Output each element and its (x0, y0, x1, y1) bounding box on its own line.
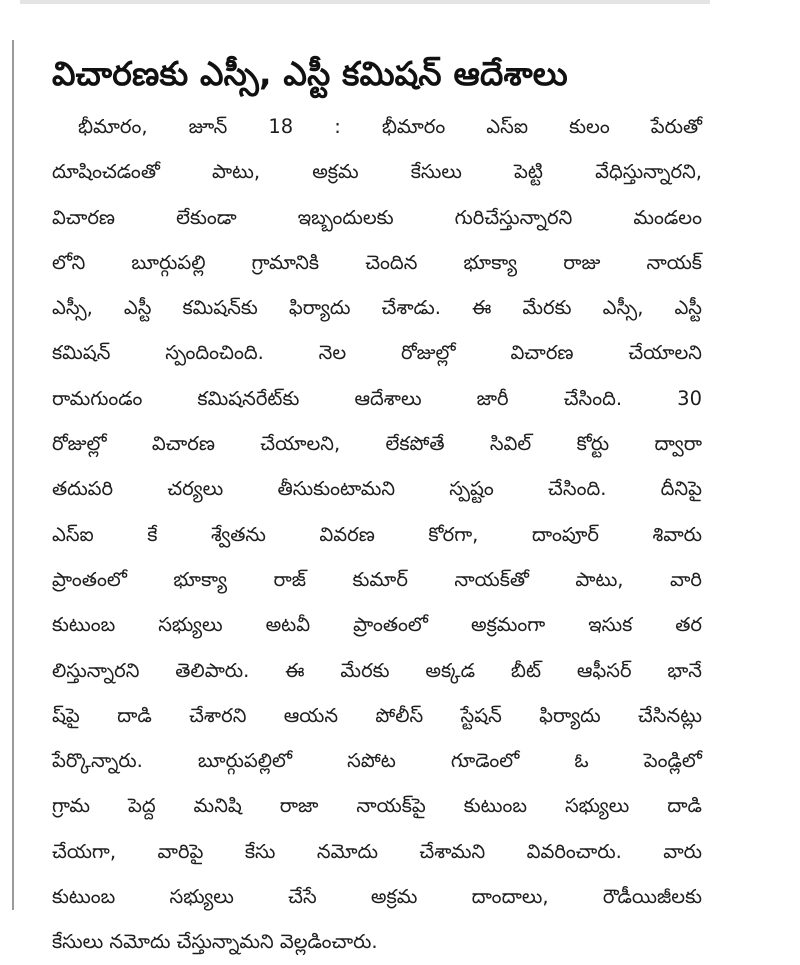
article-line: కుటుంబ సభ్యులు చేసే అక్రమ దాందాలు, రౌడీయిజీలకు (52, 885, 702, 909)
article-line: విచారణ లేకుండా ఇబ్బందులకు గురిచేస్తున్నారని మండలం (52, 205, 702, 229)
article-line: ష్‌పై దాడి చేశారని ఆయన పోలీస్ స్టేషన్ ఫిర్యాదు చేసినట్లు (52, 703, 702, 727)
article-line: తదుపరి చర్యలు తీసుకుంటామని స్పష్టం చేసింది. దీనిపై (52, 477, 702, 501)
article-headline: విచారణకు ఎస్సీ, ఎస్టీ కమిషన్ ఆదేశాలు (52, 54, 568, 93)
article-line: లిస్తున్నారని తెలిపారు. ఈ మేరకు అక్కడ బీట్ ఆఫీసర్ భానే (52, 658, 702, 682)
column-divider (12, 40, 14, 910)
article-line: రామగుండం కమిషనరేట్‌కు ఆదేశాలు జారీ చేసింది. 30 (52, 386, 702, 410)
article-line: లోని బూర్గుపల్లి గ్రామానికి చెందిన భూక్యా రాజు నాయక్ (52, 250, 702, 274)
article-line: కేసులు నమోదు చేస్తున్నామని వెల్లడించారు. (52, 930, 378, 954)
article-line: చేయగా, వారిపై కేసు నమోదు చేశామని వివరించారు. వారు (52, 839, 702, 863)
article-body (52, 104, 702, 965)
article-line: గ్రామ పెద్ద మనిషి రాజా నాయక్‌పై కుటుంబ సభ్యులు దాడి (52, 794, 702, 818)
article-line: దూషించడంతో పాటు, అక్రమ కేసులు పెట్టి వేధిస్తున్నారని, (52, 160, 702, 184)
article-line: ఎస్ఐ కే శ్వేతను వివరణ కోరగా, దాంపూర్ శివారు (52, 522, 702, 546)
article-line: భీమారం, జూన్ 18 : భీమారం ఎస్ఐ కులం పేరుతో (78, 115, 702, 138)
news-article (52, 46, 702, 965)
article-line: కమిషన్ స్పందించింది. నెల రోజుల్లో విచారణ చేయాలని (52, 341, 702, 365)
article-line: ప్రాంతంలో భూక్యా రాజ్ కుమార్ నాయక్‌తో పాటు, వారి (52, 567, 702, 591)
article-line: ఎస్సీ, ఎస్టీ కమిషన్‌కు ఫిర్యాదు చేశాడు. ఈ మేరకు ఎస్సీ, ఎస్టీ (52, 296, 702, 320)
article-line: కుటుంబ సభ్యులు అటవీ ప్రాంతంలో అక్రమంగా ఇసుక తర (52, 613, 702, 637)
article-line: పేర్కొన్నారు. బూర్గుపల్లిలో సపోట గూడెంలో ఓ పెండ్లిలో (52, 749, 702, 773)
article-line: రోజుల్లో విచారణ చేయాలని, లేకపోతే సివిల్ కోర్టు ద్వారా (52, 432, 702, 456)
top-divider (20, 0, 710, 4)
